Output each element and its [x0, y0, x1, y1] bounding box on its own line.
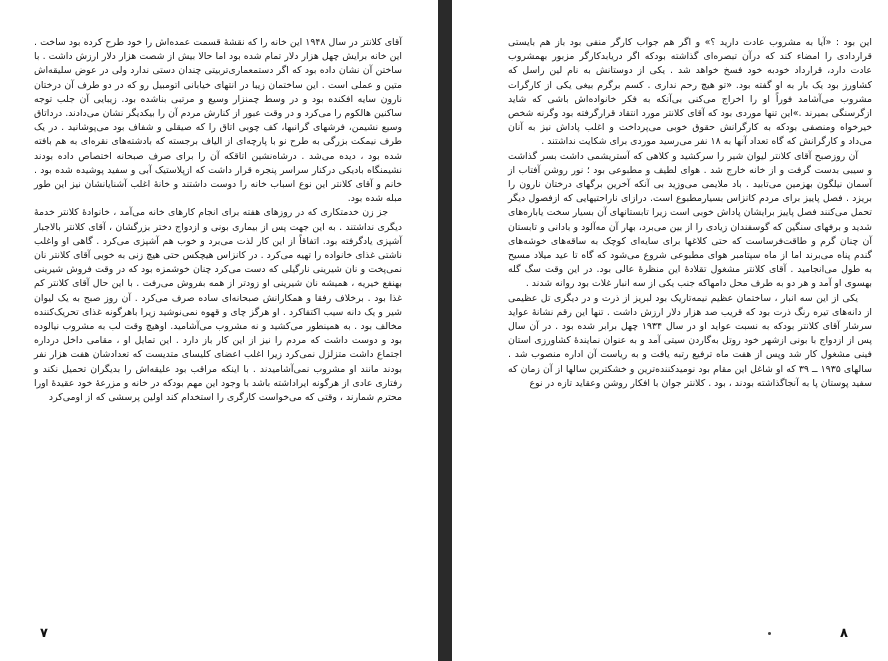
book-spine — [438, 0, 452, 661]
left-page — [0, 0, 438, 661]
page-number: ۸ — [840, 626, 848, 641]
right-page — [452, 0, 888, 661]
paragraph: آقای کلانتر در سال ۱۹۴۸ این خانه را که نقشهٔ قسمت عمده‌اش را خود طرح کرده بود ساخت . این خانه برایش چهل هزار دلار تمام شده بود اما حالا بیش از شصت هزار دلار ارزش داشت . با ساختن آن نشان داده بود که اگر دستمعماری‌تربیتی چندان دستی ندارد ولی در عوض سلیقه‌اش متین و عملی است . این ساختمان زیبا در انتهای خیابانی اتومبیل رو که در دو طرف آن درختان نارون سایه افکنده بود و در وسط چمنزار وسیع و مرتبی بناشده بود. زیبایی آن جلب توجه ساکنین هالکوم را می‌کرد و در وقت عبور از کنارش مردم آن را بیکدیگر نشان می‌دادند. درداتاق وسیع نشیمن، فرشهای گرانبها، کف چوبی اتاق را که صیقلی و شفاف بود می‌پوشانید . در یک طرف نیمکت بزرگی به طرح نو با پارچه‌ای از الیاف برجسته که بادشته‌های نقره‌ای به هم بافته شده بود ، دیده می‌شد . درشاه‌نشین اتاقکه آن را برای صرف صبحانه اختصاص داده بودند نشیمنگاه بادیکی درکنار سراسر پنجره قرار داشت که ازپلاستیک آبی و سفید پوشیده شده بود . خانم و آقای کلانتر این نوع اسباب خانه را دوست داشتند و خانهٔ اغلب آشنایانشان نیز این طور مبله شده بود. — [34, 37, 402, 205]
page-number: ۷ — [40, 626, 48, 641]
left-page-text — [34, 36, 402, 405]
paragraph: جز زن خدمتکاری که در روزهای هفته برای انجام کارهای خانه می‌آمد ، خانوادهٔ کلانتر خدمهٔ دیگری نداشتند . به این جهت پس از بیماری بونی و ازدواج دختر بزرگشان ، آقای کلانتر بالاجبار آشپزی یادگرفته بود. اتفاقاً از این کار لذت می‌برد و خوب هم آشپزی می‌کرد . گاهی او واغلب ناشتی غذای خانواده را تهیه می‌کرد . در کانزاس هیچکس حتی هیچ زنی به خوبی آقای کلانتر نان نمی‌پخت و نان شیرینی نارگیلی که دست می‌کرد چنان خوشمزه بود که در وقت فروش شیرینی بهنفع خیریه ، همیشه نان شیرینی او زودتر از همه بفروش می‌رفت . با این حال آقای کلانتر کم غذا بود . برخلاف رفقا و همکارانش صبحانه‌ای ساده صرف می‌کرد . آن روز صبح به یک لیوان شیر و یک دانه سیب اکتفاکرد . او هرگز چای و قهوه نمی‌نوشید زیرا باهرگونه غذای تحریک‌کننده مخالف بود . به همینطور می‌کشید و نه مشروب می‌آشامید. اوهیچ وقت لب به مشروب نیالوده بود و دوست داشت که مردم را نیز از این کار باز دارد . این تمایل او ، مقامی داخل درداره اجتماع داشت متزلزل نمی‌کرد زیرا اغلب اعضای کلیسای متدیست که تعدادشان هفت هزار نفر بودند مانند او مشروب نمی‌آشامیدند . با اینکه مراقب بود علیقه‌اش را بدیگران تحمیل نکند و رفتاری عادی از هرگونه ایراداشته باشد با وجود این مهم بودکه در خانه و مزرعهٔ خود عقیدهٔ اورا محترم شمارند ، وقتی که می‌خواست کارگری را استخدام کند اولین پرسشی که از اومی‌کرد — [34, 207, 402, 404]
paragraph: آن روزصبح آقای کلانتر لیوان شیر را سرکشید و کلاهی که آستریشمی داشت بسر گذاشت و سیبی بدست گرفت و از خانه خارج شد . هوای لطیف و مطبوعی بود ؛ نور روشن آفتاب از آسمان نیلگون بهزمین می‌تابید . باد ملایمی می‌وزید بی آنکه آخرین برگهای درختان نارون را بریزد . فصل پاییز برای مردم کانزاس بسیارمطبوع است. درازای ناراحتیهایی که ازفصول دیگر تحمل می‌کنند فصل پاییز برایشان پاداش خوبی است زیرا تابستانهای آن بسیار سخت یاباره‌های شدید و برفهای سنگین که گوسفندان زیادی را از بین می‌برد، بهار آن مه‌آلود و بادانی و تابستان آن چنان گرم و طاقت‌فرساست که حتی کلاغها برای سایه‌ای کوچک به ساقه‌های خوشه‌های گندم پناه می‌برند اما از ماه سپتامبر هوای مطبوعی شروع می‌شود که گاه تا عید میلاد مسیح به طول می‌انجامید . آقای کلانتر مشغول تقلادهٔ این منظرهٔ عالی بود. در این وقت سگ گله بهسوی او آمد و هر دو به طرف محل دامهاکه جنب یکی از سه انبار غلات بود روانه شدند . — [508, 150, 872, 290]
paragraph: این بود : «آیا به مشروب عادت دارید ؟» و اگر هم جواب کارگر منفی بود باز هم بایستی قراردادی را امضاء کند که درآن تبصره‌ای گذاشته بودکه اگر دریابدکارگر مزبور بهمشروب عادت دارد، قرارداد خودبه خود فسخ خواهد شد . یکی از دوستانش به نام لین راسل که کشاورز بود یک بار به او گفته بود. «تو هیچ رحم نداری . کسم برگرم بیغی یکی از کارگرات مشروب می‌آشامد فوراً او را اخراج می‌کنی بی‌آنکه به فکر خانواده‌اش باشی که شاید ازگرسنگی بمیرند .»این تنها موردی بود که آقای کلانتر مورد انتقاد قرارگرفته بود وگرنه شخص خیرخواه ومنصفی بودکه به کارگرانش حقوق خوبی می‌پرداخت و اغلب پاداش نیز به آنان می‌داد و کارگرانش که گاه تعداد آنها به ۱۸ نفر می‌رسید موردی برای شکایت نداشتند . — [508, 37, 872, 148]
right-page-text — [508, 36, 872, 391]
paragraph: یکی از این سه انبار ، ساختمان عظیم نیمه‌تاریک بود لبریز از ذرت و در دیگری تل عظیمی از دانه‌های تیره رنگ ذرت بود که قریب صد هزار دلار ارزش داشت . تنها این رقم نشانهٔ عواید سرشار آقای کلانتر بودکه به نسبت عواید او در سال ۱۹۳۴ چهل برابر شده بود . در آن سال پس از ازدواج با بونی ازشهر خود روتل به‌گاردن سیتی آمد و به عنوان نمایندهٔ کشاورزی استان فینی مشغول کار شد وپس از هفت ماه ترفیع رتبه یافت و به ریاست آن اداره منصوب شد . سالهای ۱۹۳۵ ــ ۳۹ که او شاغل این مقام بود نومیدکننده‌ترین و خشکترین سالها از آن زمان که سفید پوستان پا به آنجاگذاشته بودند ، بود . کلانتر جوان با افکار روشن وعقاید تازه در نوع — [508, 292, 872, 389]
stray-mark — [768, 632, 771, 635]
